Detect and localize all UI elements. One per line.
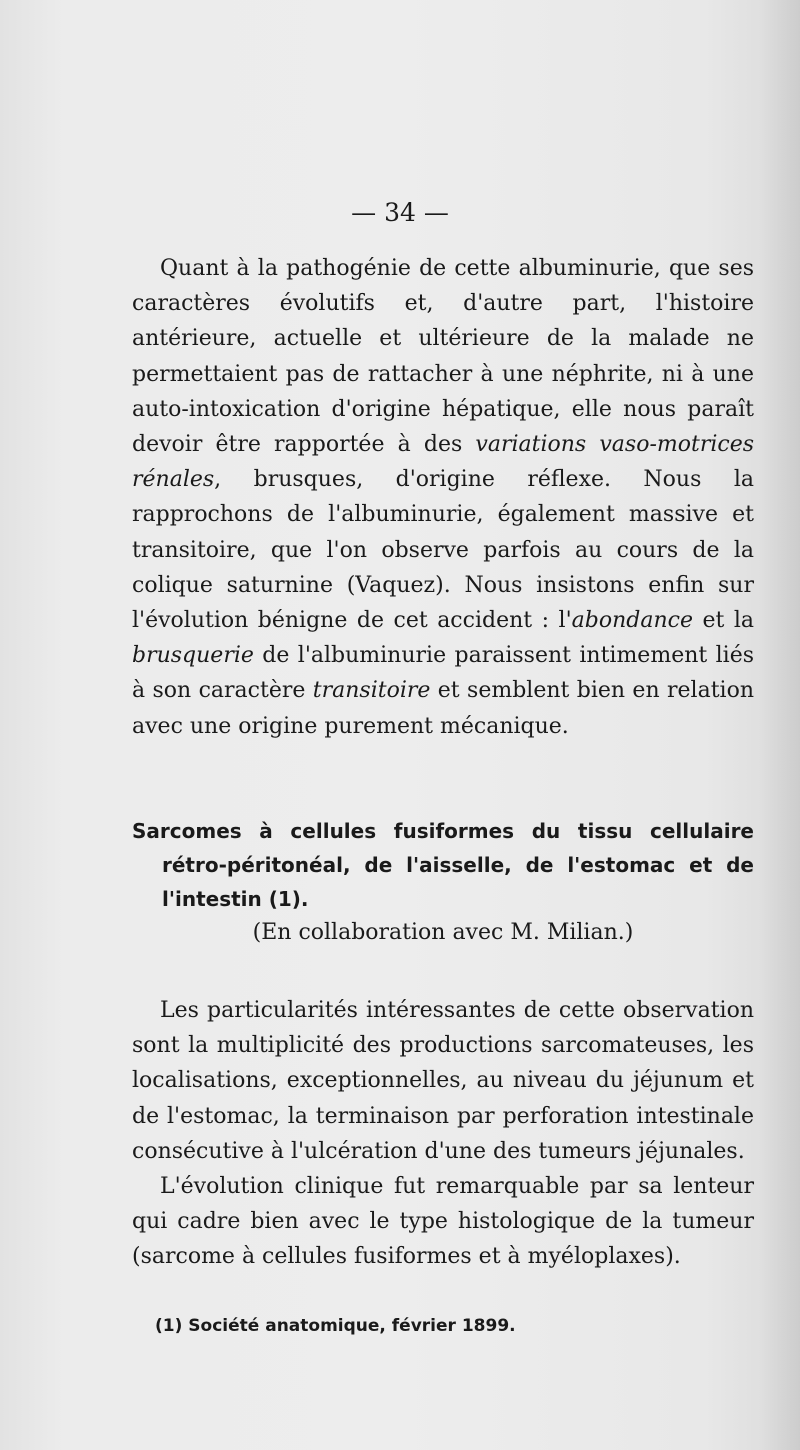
collaboration-note: (En collaboration avec M. Milian.): [252, 920, 634, 945]
page-number: — 34 —: [351, 198, 449, 227]
italic-text-segment: transitoire: [312, 678, 431, 704]
footnote: (1) Société anatomique, février 1899.: [155, 1316, 516, 1336]
italic-text-segment: variations vaso-motrices rénales: [132, 432, 755, 493]
body-section-top: [132, 251, 754, 744]
paragraph: [132, 251, 754, 744]
page-edge-shadow: [760, 0, 800, 1450]
paragraph: L'évolution clinique fut remarquable par sa lenteur qui cadre bien avec le type histologique de la tumeur (sarcome à cellules fusiformes et à myéloplaxes).: [132, 1174, 754, 1270]
paragraph: Les particularités intéressantes de cette observation sont la multiplicité des productions sarcomateuses, les localisations, exceptionnelles, au niveau du jéjunum et de l'estomac, la terminaison par perforation intestinale consécutive à l'ulcération d'une des tumeurs jéjunales.: [132, 998, 754, 1164]
text-segment: Quant à la pathogénie de cette albuminurie, que ses caractères évolutifs et, d'autre part, l'histoire antérieure, actuelle et ultérieure de la malade ne permettaient pas de rattacher à une néphrite, ni à une auto-intoxication d'origine hépatique, elle nous paraît devoir être rapportée à des: [132, 256, 754, 458]
text-segment: et semblent bien en relation avec une origine purement mécanique.: [132, 678, 754, 739]
italic-text-segment: abondance: [571, 608, 693, 634]
section-heading: Sarcomes à cellules fusiformes du tissu cellulaire rétro-péritonéal, de l'aisselle, de l'estomac et de l'intestin (1).: [132, 819, 754, 911]
body-section-bottom: [132, 993, 754, 1275]
italic-text-segment: brusquerie: [132, 643, 254, 669]
text-segment: , brusques, d'origine réflexe. Nous la rapprochons de l'albuminurie, également massive et transitoire, que l'on observe parfois au cours de la colique saturnine (Vaquez). Nous insistons enfin sur l'évolution bénigne de cet accident : l': [132, 467, 754, 634]
text-segment: de l'albuminurie paraissent intimement liés à son caractère: [132, 643, 754, 704]
text-segment: et la: [692, 608, 755, 634]
